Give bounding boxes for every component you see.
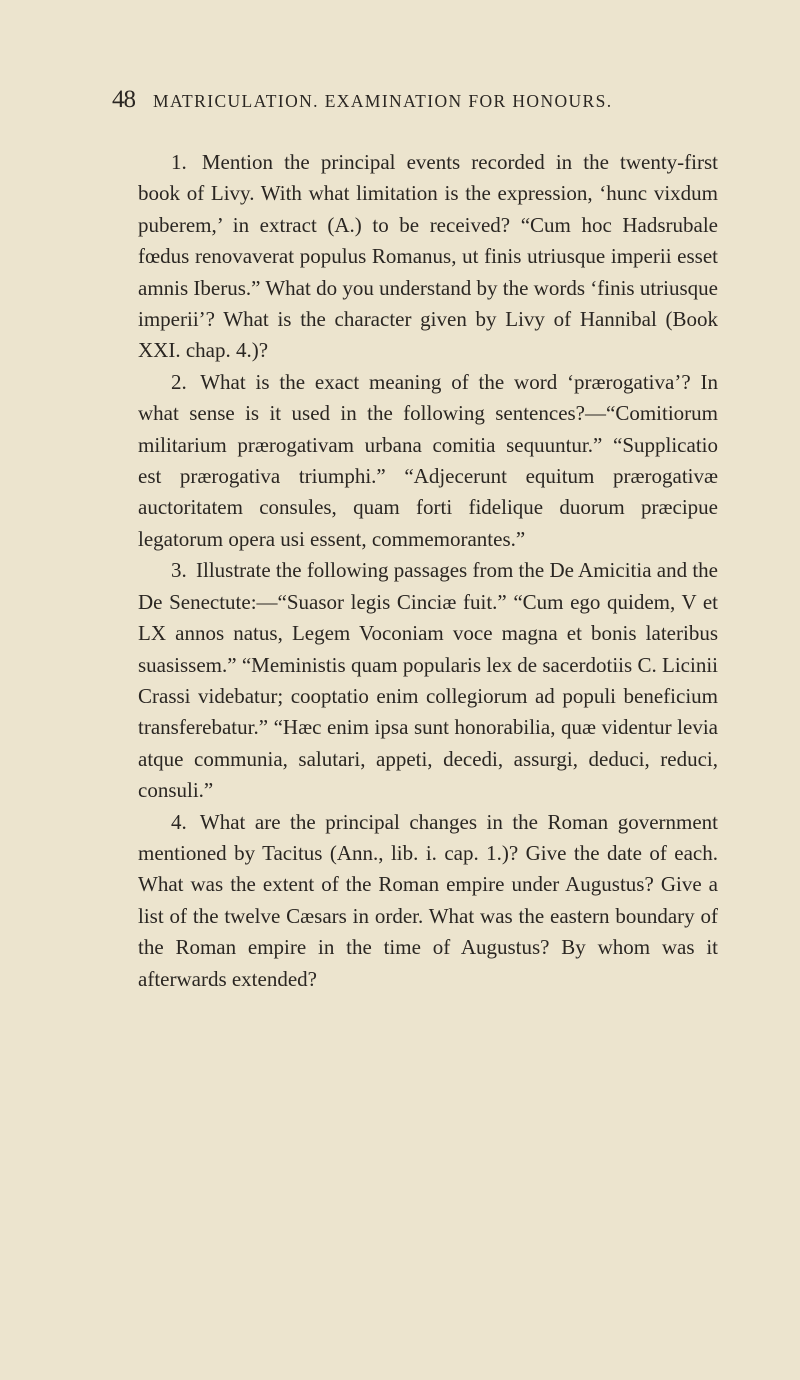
question-number: 4. bbox=[171, 809, 187, 834]
page-number: 48 bbox=[112, 86, 135, 113]
question-2 bbox=[138, 367, 718, 555]
question-4 bbox=[138, 807, 718, 995]
header-title: MATRICULATION. EXAMINATION FOR HONOURS. bbox=[153, 91, 613, 111]
question-number: 2. bbox=[171, 369, 187, 394]
question-text: Illustrate the following passages from the De Amicitia and the De Senectute:—“Suasor legis Cinciæ fuit.” “Cum ego quidem, V et LX annos natus, Legem Voconiam voce magna et bonis lateribus suasissem.” “Meministis quam popularis lex de sacerdotiis C. Licinii Crassi videbatur; cooptatio enim collegiorum ad populi beneficium transferebatur.” “Hæc enim ipsa sunt honorabilia, quæ videntur levia atque communia, salutari, appeti, decedi, assurgi, deduci, reduci, consuli.” bbox=[138, 558, 719, 803]
question-number: 1. bbox=[171, 150, 187, 174]
running-head bbox=[112, 86, 700, 116]
question-text: What are the principal changes in the Roman government mentioned by Tacitus (Ann., lib. i. cap. 1.)? Give the date of each. What was the extent of the Roman empire under Augustus? Give a list of the twelve Cæsars in order. What was the eastern boundary of the Roman empire in the time of Augustus? By whom was it afterwards extended? bbox=[138, 809, 718, 991]
question-text: Mention the principal events recorded in the twenty-first book of Livy. With what limitation is the expression, ‘hunc vixdum puberem,’ in extract (A.) to be received? “Cum hoc Hadsrubale fœdus renovaverat populus Romanus, ut finis utriusque imperii esset amnis Iberus.” What do you understand by the words ‘finis utriusque imperii’? What is the character given by Livy of Hannibal (Book XXI. chap. 4.)? bbox=[138, 150, 718, 363]
question-3 bbox=[138, 555, 718, 806]
question-list bbox=[138, 147, 718, 995]
question-text: What is the exact meaning of the word ‘prærogativa’? In what sense is it used in the following sentences?—“Comitiorum militarium prærogativam urbana comitia sequuntur.” “Supplicatio est prærogativa triumphi.” “Adjecerunt equitum prærogativæ auctoritatem consules, quam forti fidelique duorum præcipue legatorum opera usi essent, commemorantes.” bbox=[138, 369, 718, 551]
question-number: 3. bbox=[171, 558, 187, 583]
question-1 bbox=[138, 147, 718, 367]
